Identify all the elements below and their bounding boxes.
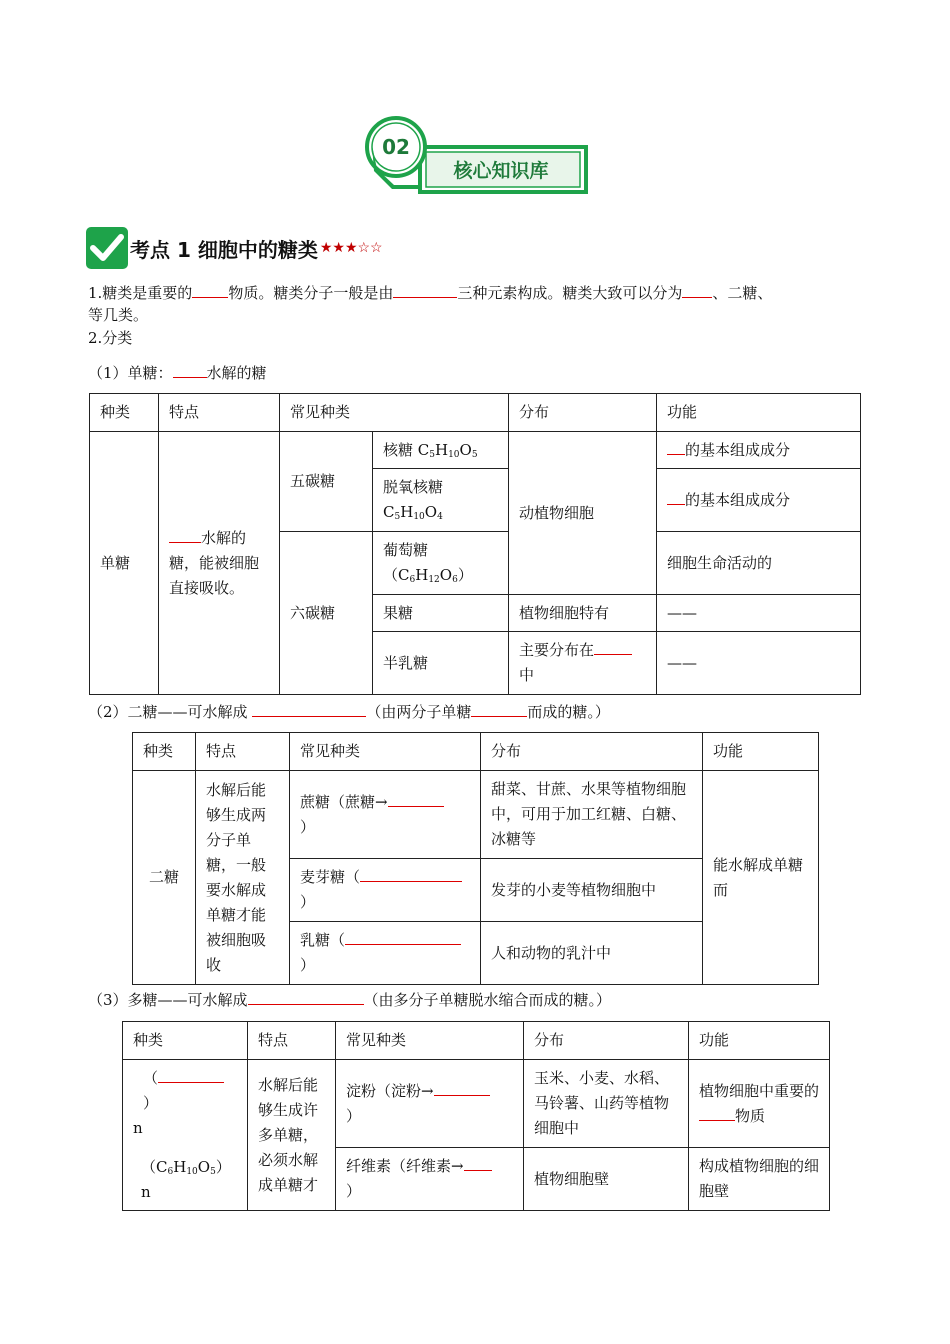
text: （C: [383, 566, 410, 584]
intro-line-3: [88, 327, 132, 349]
header-cell: 功能: [689, 1022, 830, 1060]
text: 核糖 C: [383, 440, 430, 459]
text: ）: [346, 1182, 362, 1200]
text: 乳糖（: [300, 931, 346, 949]
text: 植物细胞中重要的: [699, 1081, 820, 1100]
blank: [388, 790, 444, 807]
blank: [248, 988, 364, 1005]
section-title: [86, 226, 383, 270]
header-cell: 特点: [196, 733, 290, 771]
function-cell: ——: [657, 632, 861, 695]
text: 水解的糖: [206, 364, 267, 382]
distribution-cell: 玉米、小麦、水稻、马铃薯、山药等植物细胞中: [524, 1060, 689, 1148]
text: 12: [428, 575, 440, 585]
maltose-cell: [290, 859, 481, 922]
header-cell: 常见种类: [336, 1022, 524, 1060]
distribution-cell: 植物细胞特有: [509, 595, 657, 632]
text: ）: [300, 817, 316, 836]
text: ）: [300, 956, 316, 974]
header-cell: 特点: [159, 394, 280, 432]
text: ）: [457, 566, 473, 584]
header-cell: 分布: [524, 1022, 689, 1060]
text: （由多分子单糖脱水缩合而成的糖。）: [363, 991, 612, 1009]
polysaccharide-table: [122, 1021, 830, 1211]
feature-cell: 水解后能够生成许多单糖，必须水解成单糖才: [248, 1060, 336, 1211]
feature-cell: [159, 432, 280, 695]
header-cell: 分布: [481, 733, 703, 771]
text: 纤维素（纤维素→: [346, 1157, 464, 1175]
header-cell: 功能: [703, 733, 819, 771]
text: 5: [394, 512, 401, 522]
text: 而成的糖。）: [527, 703, 610, 721]
check-icon: [86, 227, 128, 269]
type-cell: 二糖: [133, 771, 196, 985]
text: 2.分类: [88, 329, 133, 347]
text: 中: [519, 666, 535, 684]
text: C: [383, 503, 395, 521]
header-cell: 分布: [509, 394, 657, 432]
text: （3）多糖——可水解成: [88, 991, 248, 1009]
header-cell: 种类: [123, 1022, 248, 1060]
blank: [594, 638, 632, 655]
type-cell: [123, 1060, 248, 1211]
difficulty-stars: ★★★☆☆: [319, 240, 383, 256]
text: 5: [429, 449, 435, 460]
text: O: [459, 440, 472, 459]
header-cell: 常见种类: [280, 394, 509, 432]
text: 1.糖类是重要的: [88, 284, 193, 302]
blank: [158, 1066, 224, 1083]
header-cell: 功能: [657, 394, 861, 432]
text: O: [197, 1157, 211, 1176]
header-cell: 特点: [248, 1022, 336, 1060]
deoxyribose-cell: [373, 469, 509, 532]
function-cell: ——: [657, 595, 861, 632]
text: 脱氧核糖: [383, 478, 444, 496]
text: 水解的糖，能被细胞直接吸收。: [169, 528, 260, 597]
badge-label: 核心知识库: [453, 160, 549, 182]
header-cell: 常见种类: [290, 733, 481, 771]
text: O: [424, 503, 438, 521]
function-cell: 构成植物细胞的细胞壁: [689, 1148, 830, 1211]
type-cell: 单糖: [90, 432, 159, 695]
disaccharide-table: [132, 732, 819, 985]
blank: [471, 700, 527, 717]
blank: [252, 700, 366, 717]
blank: [192, 281, 228, 298]
glucose-cell: [373, 532, 509, 595]
distribution-cell: 人和动物的乳汁中: [481, 922, 703, 985]
ribose-cell: [373, 432, 509, 469]
text: n: [133, 1118, 143, 1137]
text: 10: [413, 512, 425, 522]
table-header-row: [133, 733, 819, 771]
function-cell: 细胞生命活动的: [657, 532, 861, 595]
text: 三种元素构成。糖类大致可以分为: [457, 284, 683, 302]
blank: [699, 1104, 735, 1121]
text: （1）单糖：: [88, 364, 173, 382]
hexose-cell: 六碳糖: [280, 532, 373, 695]
starch-cell: [336, 1060, 524, 1148]
blank: [360, 865, 462, 882]
fructose-cell: 果糖: [373, 595, 509, 632]
cellulose-cell: [336, 1148, 524, 1211]
core-knowledge-badge: [362, 115, 590, 197]
text: 4: [437, 512, 443, 522]
header-cell: 种类: [90, 394, 159, 432]
text: 葡萄糖: [383, 541, 429, 559]
blank: [169, 526, 201, 543]
distribution-cell: [509, 632, 657, 695]
section-title-text: 考点 1 细胞中的糖类: [130, 237, 318, 262]
text: （: [143, 1068, 159, 1087]
pentose-cell: 五碳糖: [280, 432, 373, 532]
text: 麦芽糖（: [300, 868, 361, 886]
blank: [434, 1079, 490, 1096]
monosaccharide-table: [89, 393, 861, 695]
text: 10: [186, 1166, 198, 1177]
badge-number: 02: [382, 135, 410, 159]
function-cell: [689, 1060, 830, 1148]
function-cell: [657, 432, 861, 469]
lactose-cell: [290, 922, 481, 985]
text: H: [173, 1157, 187, 1176]
function-cell: [657, 469, 861, 532]
poly-heading: [88, 988, 611, 1011]
text: 的基本组成成分: [685, 440, 791, 459]
distribution-cell: 植物细胞壁: [524, 1148, 689, 1211]
text: H: [415, 566, 429, 584]
text: 10: [448, 449, 460, 460]
text: （由两分子单糖: [366, 703, 472, 721]
intro-line-1: [88, 281, 772, 304]
text: ）: [143, 1093, 159, 1112]
blank: [393, 281, 457, 298]
text: 6: [167, 1166, 174, 1177]
text: （C: [141, 1157, 168, 1176]
text: 物质。糖类分子一般是由: [228, 284, 394, 302]
text: ）: [300, 893, 316, 911]
text: 6: [452, 575, 458, 585]
blank: [345, 928, 461, 945]
mono-heading: [88, 361, 267, 384]
blank: [464, 1154, 492, 1171]
text: 物质: [735, 1106, 766, 1125]
blank: [173, 361, 207, 378]
di-heading: [88, 700, 610, 723]
feature-cell: 水解后能够生成两分子单糖，一般要水解成单糖才能被细胞吸收: [196, 771, 290, 985]
sucrose-cell: [290, 771, 481, 859]
blank: [667, 488, 685, 505]
text: 、二糖、: [712, 284, 773, 302]
header-cell: 种类: [133, 733, 196, 771]
text: 主要分布在: [519, 641, 595, 659]
text: 5: [471, 449, 478, 460]
text: ）n: [141, 1157, 231, 1201]
text: 蔗糖（蔗糖→: [300, 792, 388, 811]
distribution-cell: 动植物细胞: [509, 432, 657, 595]
blank: [682, 281, 712, 298]
table-header-row: [90, 394, 861, 432]
text: H: [434, 440, 449, 459]
text: O: [439, 566, 453, 584]
text: 6: [409, 575, 416, 585]
distribution-cell: 发芽的小麦等植物细胞中: [481, 859, 703, 922]
galactose-cell: 半乳糖: [373, 632, 509, 695]
function-cell: 能水解成单糖而: [703, 771, 819, 985]
text: 5: [210, 1166, 216, 1177]
blank: [667, 438, 685, 455]
text: ）: [346, 1106, 362, 1125]
text: 等几类。: [88, 306, 149, 324]
text: （2）二糖——可水解成: [88, 703, 248, 721]
table-header-row: [123, 1022, 830, 1060]
text: H: [400, 503, 414, 521]
intro-line-2: [88, 304, 148, 326]
text: 淀粉（淀粉→: [346, 1081, 434, 1100]
text: 的基本组成成分: [685, 490, 791, 509]
distribution-cell: 甜菜、甘蔗、水果等植物细胞中，可用于加工红糖、白糖、冰糖等: [481, 771, 703, 859]
